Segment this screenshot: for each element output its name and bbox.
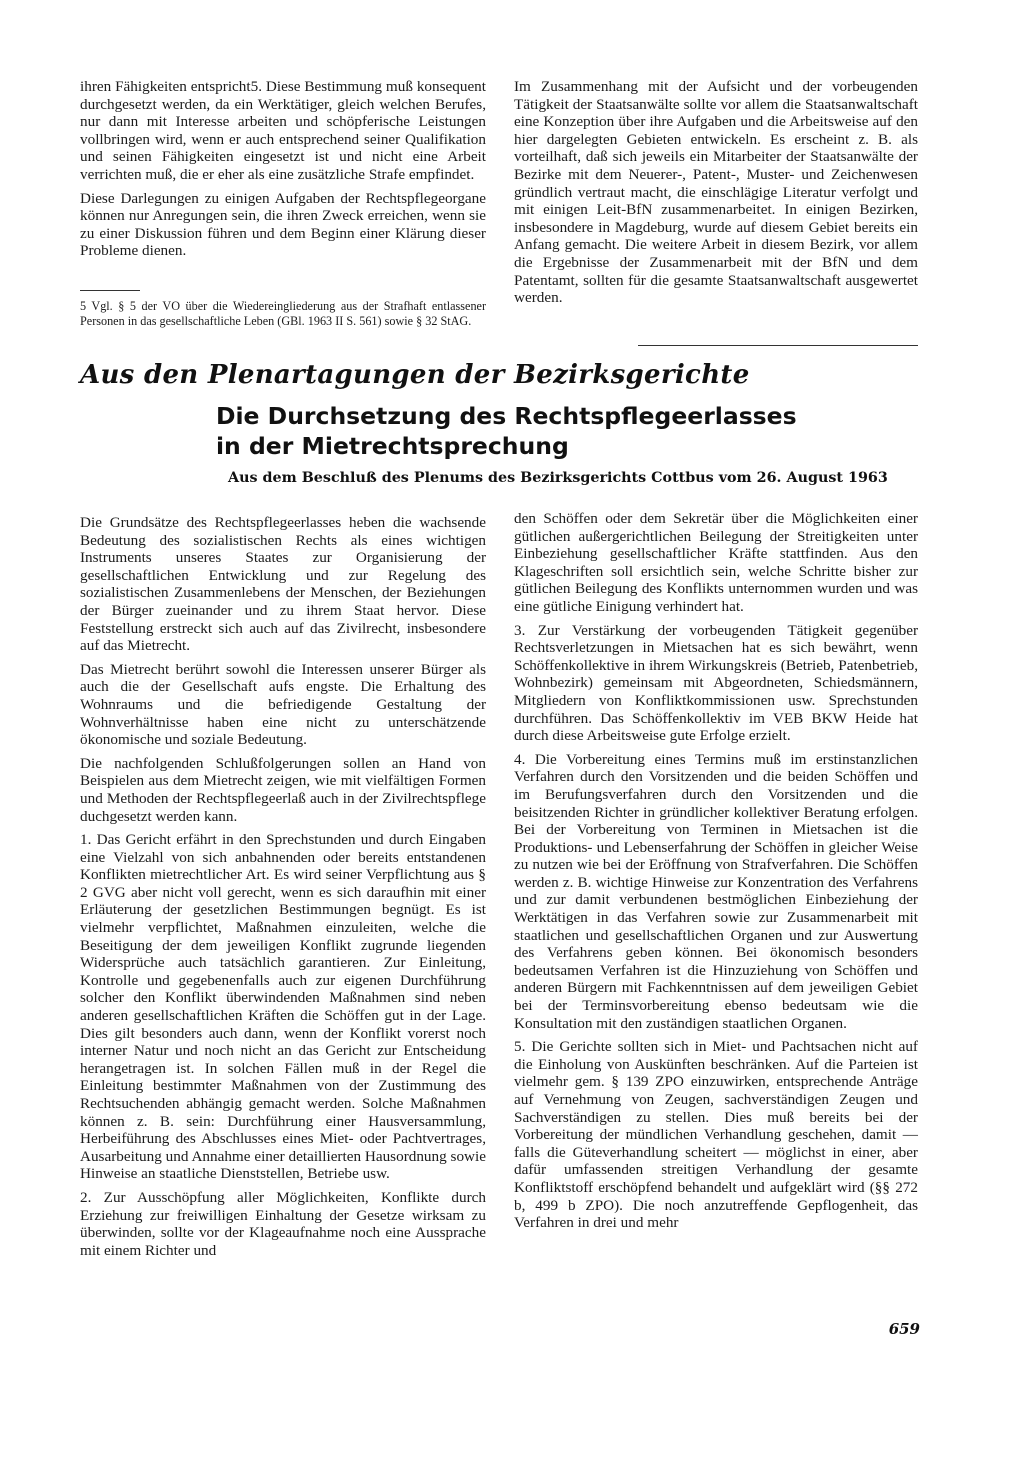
paragraph: ihren Fähigkeiten entspricht5. Diese Bestimmung muß konsequent durchgesetzt werden, da ein Werktätiger, gleich welchen Berufes, nur dann mit Interesse arbeiten und schöpferische Leistungen vollbringen wird, wenn er auch entsprechend seiner Qualifikation und seinen Fähigkeiten eingesetzt ist und nicht eine Arbeit verrichten muß, die er eher als eine zusätzliche Strafe empfindet. — [80, 78, 486, 183]
article-title-line-1: Die Durchsetzung des Rechtspflegeerlasses — [216, 402, 797, 430]
section-heading: Aus den Plenartagungen der Bezirksgerichte — [80, 360, 750, 390]
paragraph: Die Grundsätze des Rechtspflegeerlasses heben die wachsende Bedeutung des sozialistischen Rechts als eines wichtigen Instruments unseres Staates zur Organisierung der gesellschaftlichen Entwicklung und zur Regelung des sozialistischen Zusammenlebens der Menschen, der Beziehungen der Bürger zueinander und zu ihrem Staat hervor. Diese Feststellung erstreckt sich auch auf das Zivilrecht, insbesondere auf das Mietrecht. — [80, 514, 486, 655]
page-number: 659 — [888, 1320, 920, 1338]
paragraph: den Schöffen oder dem Sekretär über die Möglichkeiten einer gütlichen außergerichtlichen Beilegung der Streitigkeiten unter Einbeziehung gesellschaftlicher Kräfte stattfinden. Aus den Klageschriften soll ersichtlich sein, welche Schritte bisher zur gütlichen Beilegung des Konflikts unternommen wurden und was eine gütliche Einigung verhindert hat. — [514, 510, 918, 615]
paragraph: Im Zusammenhang mit der Aufsicht und der vorbeugenden Tätigkeit der Staatsanwälte sollte vor allem die Staatsanwaltschaft eine Konzeption über ihre Aufgaben und die Arbeitsweise auf den hier dargelegten Gebieten entwickeln. Es erscheint z. B. als vorteilhaft, daß sich jeweils ein Mitarbeiter der Staatsanwälte der Bezirke mit dem Neuerer-, Patent-, Muster- und Zeichenwesen gründlich vertraut macht, die einschlägige Literatur verfolgt und mit einigen Leit-BfN zusammenarbeitet. In einigen Bezirken, insbesondere in Magdeburg, wurde auf diesem Gebiet bereits ein Anfang gemacht. Die weitere Arbeit in diesem Bezirk, vor allem die Ergebnisse der Zusammenarbeit mit der BfN und dem Patentamt, sollten für die gesamte Staatsanwaltschaft ausgewertet werden. — [514, 78, 918, 307]
paragraph: 5. Die Gerichte sollten sich in Miet- und Pachtsachen nicht auf die Einholung von Auskünften beschränken. Auf die Parteien ist vielmehr gem. § 139 ZPO einzuwirken, entsprechende Anträge auf Vernehmung von Zeugen, sachverständigen Zeugen und Sachverständigen zu stellen. Dies muß bereits bei der Vorbereitung der mündlichen Verhandlung geschehen, damit — falls die Güteverhandlung scheitert — möglichst in einer, aber dafür umfassenden streitigen Verhandlung der gesamte Konfliktstoff erschöpfend behandelt und aufgeklärt wird (§§ 272 b, 499 b ZPO). Die noch anzutreffende Gepflogenheit, das Verfahren in drei und mehr — [514, 1038, 918, 1232]
top-left-column — [80, 78, 486, 266]
paragraph: Das Mietrecht berührt sowohl die Interessen unserer Bürger als auch die der Gesellschaft aufs engste. Die Erhaltung des Wohnraums und die befriedigende Gestaltung der Wohnverhältnisse haben eine nicht zu unterschätzende ökonomische und soziale Bedeutung. — [80, 660, 486, 749]
article-title — [216, 401, 836, 461]
article-left-column — [80, 514, 486, 1265]
paragraph: 3. Zur Verstärkung der vorbeugenden Tätigkeit gegenüber Rechtsverletzungen in Mietsachen hat es sich bewährt, wenn Schöffenkollektive in ihrem Wirkungskreis (Betrieb, Patenbetrieb, Wohnbezirk) gemeinsam mit Abgeordneten, Schiedsmännern, Mitgliedern von Konfliktkommissionen usw. Sprechstunden durchführen. Das Schöffenkollektiv im VEB BKW Heide hat durch diese Arbeitsweise gute Erfolge erzielt. — [514, 621, 918, 745]
paragraph: 1. Das Gericht erfährt in den Sprechstunden und durch Eingaben eine Vielzahl von sich anbahnenden oder bereits entstandenen Konflikten mietrechtlicher Art. Es wird seiner Verpflichtung aus § 2 GVG aber nicht voll gerecht, wenn es sich daraufhin mit einer Erläuterung der gesetzlichen Bestimmungen begnügt. Es ist vielmehr verpflichtet, Maßnahmen einzuleiten, welche die Beseitigung der dem jeweiligen Konflikt zugrunde liegenden Widersprüche auch tatsächlich garantieren. Zur Einleitung, Kontrolle und gegebenenfalls auch zur eigenen Durchführung solcher den Konflikt überwindenden Maßnahmen sind neben anderen gesellschaftlichen Kräften die Schöffen gut in der Lage. Dies gilt besonders auch dann, wenn der Konflikt vorerst noch interner Natur und noch nicht an das Gericht zur Entscheidung herangetragen ist. In solchen Fällen muß in der Regel die Einleitung bestimmter Maßnahmen von der Zustimmung des Rechtsuchenden abhängig gemacht werden. Solche Maßnahmen können z. B. sein: Durchführung einer Hausversammlung, Herbeiführung des Abschlusses eines Miet- oder Pachtvertrages, Ausarbeitung und Annahme einer detaillierten Hausordnung sowie Hinweise an staatliche Dienststellen, Betriebe usw. — [80, 831, 486, 1183]
paragraph: 2. Zur Ausschöpfung aller Möglichkeiten, Konflikte durch Erziehung zur freiwilligen Einhaltung der Gesetze wirksam zu überwinden, sollte vor der Klageaufnahme noch eine Aussprache mit einem Richter und — [80, 1188, 486, 1259]
footnote-divider — [80, 290, 140, 291]
article-right-column — [514, 510, 918, 1238]
paragraph: Die nachfolgenden Schlußfolgerungen sollen an Hand von Beispielen aus dem Mietrecht zeigen, wie mit vielfältigen Formen und Methoden der Rechtspflegeerlaß auch in der Zivilrechtspflege duchgesetzt werden kann. — [80, 754, 486, 825]
section-divider — [638, 345, 918, 346]
article-subtitle: Aus dem Beschluß des Plenums des Bezirksgerichts Cottbus vom 26. August 1963 — [228, 470, 888, 486]
top-right-column — [514, 78, 918, 313]
paragraph: 4. Die Vorbereitung eines Termins muß im erstinstanzlichen Verfahren durch den Vorsitzenden und die beiden Schöffen und im Berufungsverfahren durch den Vorsitzenden und die beisitzenden Richter in gründlicher kollektiver Beratung erfolgen. Bei der Vorbereitung von Terminen in Mietsachen ist die Produktions- und Lebenserfahrung der Schöffen in gleicher Weise zu nutzen wie bei der Eröffnung von Strafverfahren. Die Schöffen werden z. B. wichtige Hinweise zur Konzentration des Verfahrens und zur damit verbundenen bestmöglichen Einbeziehung der Werktätigen in das Verfahren sowie zur Zusammenarbeit mit staatlichen und gesellschaftlichen Organen und zur Auswertung des Verfahrens geben können. Bei ökonomisch besonders bedeutsamen Verfahren ist die Hinzuziehung von Schöffen und anderen Bürgern mit Fachkenntnissen auf dem jeweiligen Gebiet bei der Terminsvorbereitung ebenso bedeutsam wie die Konsultation mit den zuständigen staatlichen Organen. — [514, 750, 918, 1032]
footnote: 5 Vgl. § 5 der VO über die Wiedereingliederung aus der Strafhaft entlassener Personen in das gesellschaftliche Leben (GBl. 1963 II S. 561) sowie § 32 StAG. — [80, 299, 486, 328]
article-title-line-2: in der Mietrechtsprechung — [216, 432, 569, 460]
paragraph: Diese Darlegungen zu einigen Aufgaben der Rechtspflegeorgane können nur Anregungen sein, die ihren Zweck erreichen, wenn sie zu einer Diskussion führen und dem Beginn einer Klärung dieser Probleme dienen. — [80, 189, 486, 260]
